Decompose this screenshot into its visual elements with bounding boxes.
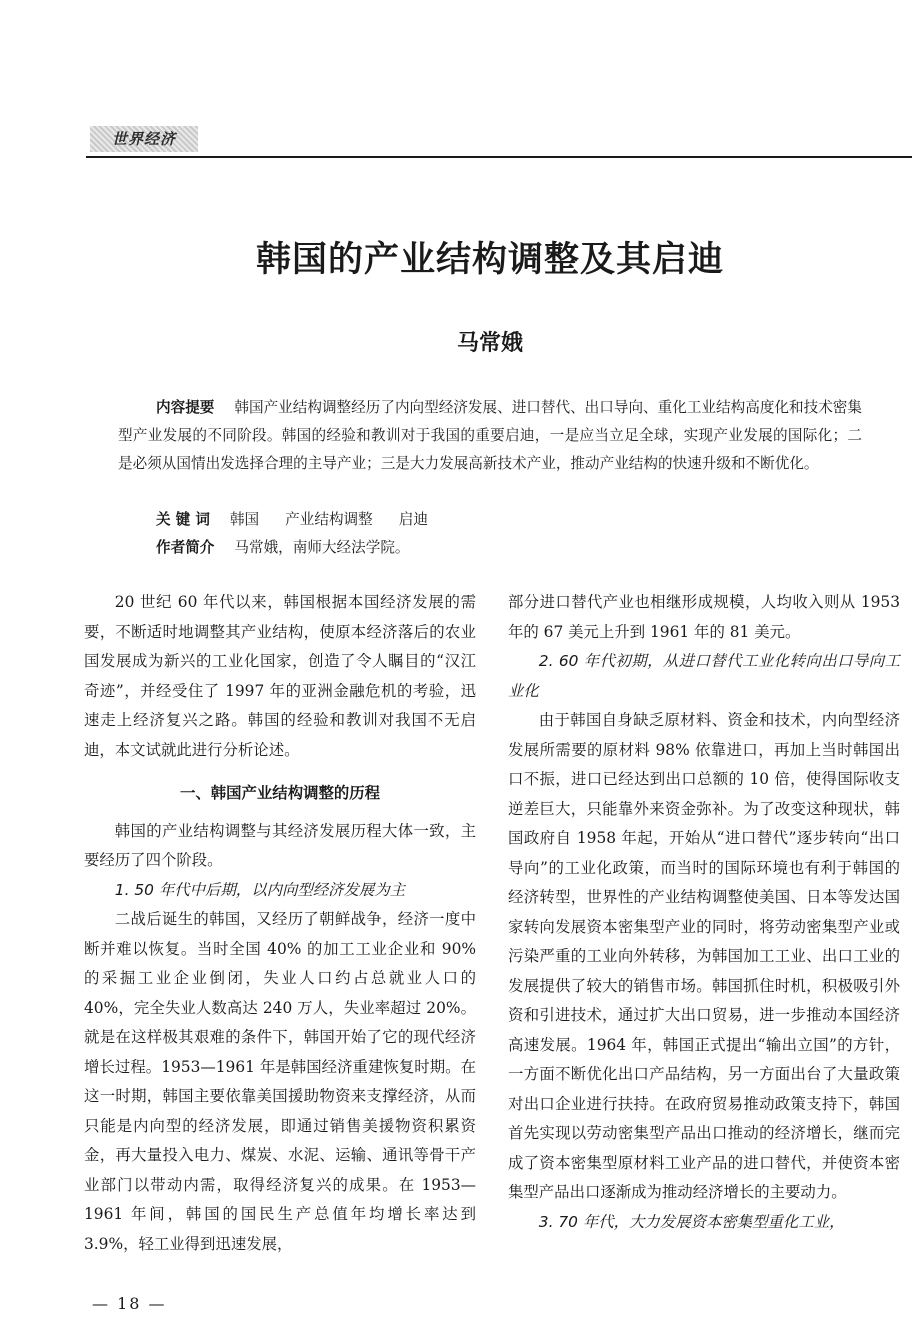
author-info-label: 作者简介	[156, 539, 215, 556]
author-info-text: 马常娥，南师大经法学院。	[234, 539, 410, 556]
article-title: 韩国的产业结构调整及其启迪	[255, 240, 724, 280]
section-heading: 一、韩国产业结构调整的历程	[179, 784, 381, 802]
keywords-label: 关 键 词	[156, 511, 210, 528]
article-author: 马常娥	[456, 331, 523, 356]
body-column-right	[508, 588, 900, 1237]
intro-paragraph: 20 世纪 60 年代以来，韩国根据本国经济发展的需要，不断适时地调整其产业结构，使原本经济落后的农业国发展成为新兴的工业化国家，创造了令人瞩目的“汉江奇迹”，并经受住了 1997 年的亚洲金融危机的考验，迅速走上经济复兴之路。韩国的经验和教训对我国不无启迪，本文试就此进行分析论述。	[84, 593, 476, 759]
continuation-paragraph: 部分进口替代产业也相继形成规模，人均收入则从 1953 年的 67 美元上升到 1961 年的 81 美元。	[508, 593, 900, 641]
header-rule	[86, 156, 912, 158]
keywords	[118, 506, 900, 534]
author-info	[118, 534, 900, 562]
stage1-paragraph: 二战后诞生的韩国，又经历了朝鲜战争，经济一度中断并难以恢复。当时全国 40% 的加工工业企业和 90% 的采掘工业企业倒闭，失业人口约占总就业人口的 40%，完全失业人数高达 240 万人，失业率超过 20%。就是在这样极其艰难的条件下，韩国开始了它的现代经济增长过程。1953—1961 年是韩国经济重建恢复时期。在这一时期，韩国主要依靠美国援助物资来支撑经济，从而只能是内向型的经济发展，即通过销售美援物资积累资金，再大量投入电力、煤炭、水泥、运输、通讯等骨干产业部门以带动内需，取得经济复兴的成果。在 1953—1961 年间，韩国的国民生产总值年均增长率达到 3.9%，轻工业得到迅速发展，	[84, 910, 476, 1253]
stage2-paragraph: 由于韩国自身缺乏原材料、资金和技术，内向型经济发展所需要的原材料 98% 依靠进口，再加上当时韩国出口不振，进口已经达到出口总额的 10 倍，使得国际收支逆差巨大，只能靠外来资金弥补。为了改变这种现状，韩国政府自 1958 年起，开始从“进口替代”逐步转向“出口导向”的工业化政策，而当时的国际环境也有利于韩国的经济转型，世界性的产业结构调整使美国、日本等发达国家转向发展资本密集型产业的同时，将劳动密集型产业或污染严重的工业向外转移，为韩国加工工业、出口工业的发展提供了较大的销售市场。韩国抓住时机，积极吸引外资和引进技术，通过扩大出口贸易，进一步推动本国经济高速发展。1964 年，韩国正式提出“输出立国”的方针，一方面不断优化出口产品结构，另一方面出台了大量政策对出口企业进行扶持。在政府贸易推动政策支持下，韩国首先实现以劳动密集型产品出口推动的经济增长，继而完成了资本密集型原材料工业产品的进口替代，并使资本密集型产品出口逐渐成为推动经济增长的主要动力。	[508, 711, 900, 1201]
section-tag: 世界经济	[90, 126, 198, 152]
body-column-left	[84, 588, 476, 1259]
stage3-heading: 3. 70 年代，大力发展资本密集型重化工业，	[538, 1212, 845, 1231]
keyword: 韩国	[229, 511, 260, 528]
keyword: 启迪	[398, 511, 428, 528]
page-number: — 18 —	[92, 1294, 167, 1313]
abstract	[118, 394, 862, 478]
abstract-label: 内容提要	[156, 399, 215, 416]
stage2-heading: 2. 60 年代初期，从进口替代工业化转向出口导向工业化	[508, 652, 900, 700]
abstract-text: 韩国产业结构调整经历了内向型经济发展、进口替代、出口导向、重化工业结构高度化和技术密集型产业发展的不同阶段。韩国的经验和教训对于我国的重要启迪，一是应当立足全球，实现产业发展的国际化；二是必须从国情出发选择合理的主导产业；三是大力发展高新技术产业，推动产业结构的快速升级和不断优化。	[118, 399, 862, 472]
stage1-heading: 1. 50 年代中后期，以内向型经济发展为主	[114, 880, 406, 899]
section-intro-paragraph: 韩国的产业结构调整与其经济发展历程大体一致，主要经历了四个阶段。	[84, 821, 476, 869]
keyword: 产业结构调整	[285, 511, 373, 528]
